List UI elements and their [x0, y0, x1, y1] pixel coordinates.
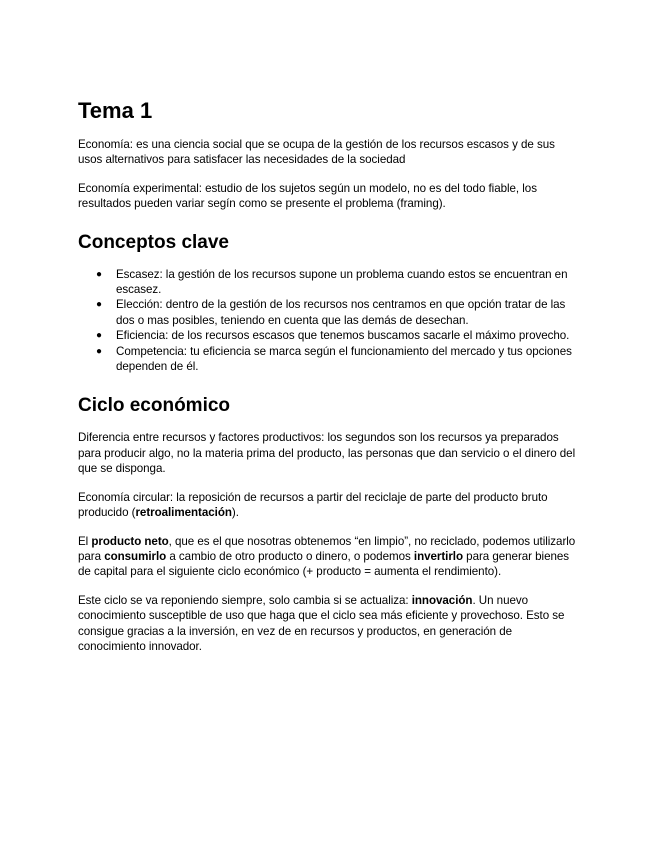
- bold-term-consumirlo: consumirlo: [104, 549, 167, 563]
- paragraph-innovacion: [78, 593, 578, 655]
- paragraph-producto-neto: [78, 534, 578, 580]
- text-run: El: [78, 534, 92, 548]
- section-heading-conceptos: Conceptos clave: [78, 231, 229, 253]
- page-title: Tema 1: [78, 98, 153, 123]
- bullet-icon: ●: [96, 345, 102, 357]
- text-run: . Un nuevo conocimiento susceptible de uso que haga que el ciclo sea más eficiente y provechoso. Esto se consigue gracias a la inversión, en vez de en recursos y productos, en generación de conocimiento innovador.: [78, 593, 565, 653]
- list-item-text: Elección: dentro de la gestión de los recursos nos centramos en que opción tratar de las dos o mas posibles, teniendo en cuenta que las demás de desechan.: [116, 298, 566, 327]
- bold-term-retroalimentacion: retroalimentación: [135, 506, 232, 520]
- bold-term-producto-neto: producto neto: [91, 534, 169, 548]
- list-item: [96, 267, 578, 298]
- text-run: ).: [231, 506, 239, 520]
- bullet-icon: ●: [96, 330, 102, 342]
- section-heading-ciclo: Ciclo económico: [78, 395, 231, 417]
- bold-term-innovacion: innovación: [411, 593, 473, 607]
- list-item-text: Competencia: tu eficiencia se marca según el funcionamiento del mercado y tus opciones dependen de él.: [116, 344, 572, 374]
- list-item-text: Escasez: la gestión de los recursos supone un problema cuando estos se encuentran en escasez.: [116, 267, 568, 297]
- conceptos-list: [78, 267, 578, 375]
- paragraph-economia-definition: Economía: es una ciencia social que se ocupa de la gestión de los recursos escasos y de sus usos alternativos para satisfacer las necesidades de la sociedad: [78, 138, 555, 167]
- list-item: [96, 297, 578, 328]
- bold-term-invertirlo: invertirlo: [413, 549, 464, 563]
- bullet-icon: ●: [96, 299, 102, 311]
- paragraph-economia-experimental: Economía experimental: estudio de los sujetos según un modelo, no es del todo fiable, los resultados pueden variar segín como se presente el problema (framing).: [78, 181, 537, 211]
- paragraph-recursos-factores: Diferencia entre recursos y factores productivos: los segundos son los recursos ya preparados para producir algo, no la materia prima del producto, las personas que dan servicio o el dinero del que se disponga.: [78, 431, 576, 476]
- text-run: Economía circular: la reposición de recursos a partir del reciclaje de parte del producto bruto producido (: [78, 490, 548, 520]
- list-item: [96, 328, 578, 343]
- text-run: , que es el que nosotras obtenemos “en limpio”, no reciclado, podemos utilizarlo para: [78, 534, 576, 563]
- list-item-text: Eficiencia: de los recursos escasos que tenemos buscamos sacarle el máximo provecho.: [116, 329, 570, 343]
- list-item: [96, 344, 578, 375]
- paragraph-economia-circular: [78, 490, 578, 521]
- document-page: [78, 98, 578, 667]
- text-run: para generar bienes de capital para el siguiente ciclo económico (+ producto = aumenta el rendimiento).: [78, 549, 570, 579]
- bullet-icon: ●: [96, 268, 102, 280]
- text-run: a cambio de otro producto o dinero, o podemos: [166, 549, 414, 563]
- text-run: Este ciclo se va reponiendo siempre, solo cambia si se actualiza:: [78, 593, 412, 607]
